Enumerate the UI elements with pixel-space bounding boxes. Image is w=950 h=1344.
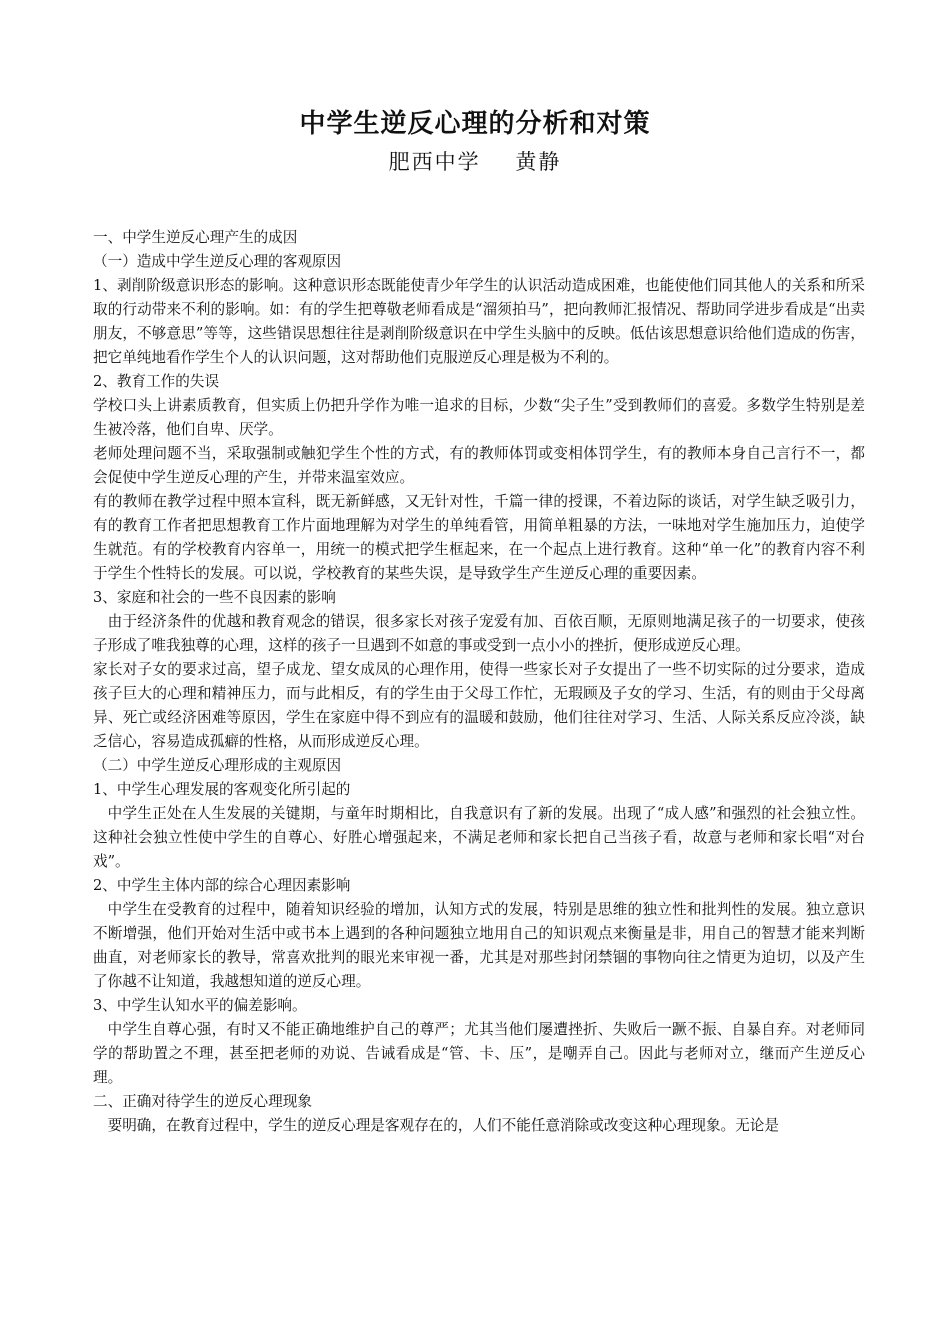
paragraph: （二）中学生逆反心理形成的主观原因 [93,757,342,774]
paragraph: 2、中学生主体内部的综合心理因素影响 [93,877,351,894]
paragraph: 老师处理问题不当，采取强制或触犯学生个性的方式，有的教师体罚或变相体罚学生，有的教师本身自己言行不一，都会促使中学生逆反心理的产生，并带来温室效应。 [93,445,865,486]
paragraph: 要明确，在教育过程中，学生的逆反心理是客观存在的，人们不能任意消除或改变这种心理现象。无论是 [107,1117,779,1134]
paragraph: 由于经济条件的优越和教育观念的错误，很多家长对孩子宠爱有加、百依百顺，无原则地满足孩子的一切要求，使孩子形成了唯我独尊的心理，这样的孩子一旦遇到不如意的事或受到一点小小的挫折，便形成逆反心理。 [93,613,865,654]
paragraph: 学校口头上讲素质教育，但实质上仍把升学作为唯一追求的目标，少数“尖子生”受到教师们的喜爱。多数学生特别是差生被冷落，他们自卑、厌学。 [93,397,865,438]
paragraph: 二、正确对待学生的逆反心理现象 [93,1093,312,1110]
paragraph: 一、中学生逆反心理产生的成因 [93,229,298,246]
paragraph: 3、家庭和社会的一些不良因素的影响 [93,589,336,606]
paragraph: 1、中学生心理发展的客观变化所引起的 [93,781,351,798]
document-title: 中学生逆反心理的分析和对策 [299,109,651,139]
paragraph: 2、教育工作的失误 [93,373,220,390]
paragraph: 3、中学生认知水平的偏差影响。 [93,997,307,1014]
paragraph: 中学生自尊心强，有时又不能正确地维护自己的尊严；尤其当他们屡遭挫折、失败后一蹶不振、自暴自弃。对老师同学的帮助置之不理，甚至把老师的劝说、告诫看成是“管、卡、压”，是嘲弄自己。因此与老师对立，继而产生逆反心理。 [93,1021,865,1086]
paragraph: 1、剥削阶级意识形态的影响。这种意识形态既能使青少年学生的认识活动造成困难，也能使他们同其他人的关系和所采取的行动带来不利的影响。如：有的学生把尊敬老师看成是“溜须拍马”，把向教师汇报情况、帮助同学进步看成是“出卖朋友，不够意思”等等，这些错误思想往往是剥削阶级意识在中学生头脑中的反映。低估该思想意识给他们造成的伤害，把它单纯地看作学生个人的认识问题，这对帮助他们克服逆反心理是极为不利的。 [93,277,865,366]
paragraph: 有的教师在教学过程中照本宣科，既无新鲜感，又无针对性，千篇一律的授课，不着边际的谈话，对学生缺乏吸引力，有的教育工作者把思想教育工作片面地理解为对学生的单纯看管，用简单粗暴的方法，一味地对学生施加压力，迫使学生就范。有的学校教育内容单一，用统一的模式把学生框起来，在一个起点上进行教育。这种“单一化”的教育内容不利于学生个性特长的发展。可以说，学校教育的某些失误，是导致学生产生逆反心理的重要因素。 [93,493,865,582]
paragraph: 中学生在受教育的过程中，随着知识经验的增加，认知方式的发展，特别是思维的独立性和批判性的发展。独立意识不断增强，他们开始对生活中或书本上遇到的各种问题独立地用自己的知识观点来衡量是非，用自己的智慧才能来判断曲直，对老师家长的教导，常喜欢批判的眼光来审视一番，尤其是对那些封闭禁锢的事物向往之情更为迫切，以及产生了你越不让知道，我越想知道的逆反心理。 [93,901,865,990]
author-line: 肥西中学 黄静 [388,150,562,174]
paragraph: 家长对子女的要求过高，望子成龙、望女成凤的心理作用，使得一些家长对子女提出了一些不切实际的过分要求，造成孩子巨大的心理和精神压力，而与此相反，有的学生由于父母工作忙，无瑕顾及子女的学习、生活，有的则由于父母离异、死亡或经济困难等原因，学生在家庭中得不到应有的温暖和鼓励，他们往往对学习、生活、人际关系反应冷淡，缺乏信心，容易造成孤癖的性格，从而形成逆反心理。 [93,661,865,750]
paragraph: （一）造成中学生逆反心理的客观原因 [93,253,342,270]
paragraph: 中学生正处在人生发展的关键期，与童年时期相比，自我意识有了新的发展。出现了“成人感”和强烈的社会独立性。这种社会独立性使中学生的自尊心、好胜心增强起来，不满足老师和家长把自己当孩子看，故意与老师和家长唱“对台戏”。 [93,805,865,870]
document-body [93,226,865,1138]
